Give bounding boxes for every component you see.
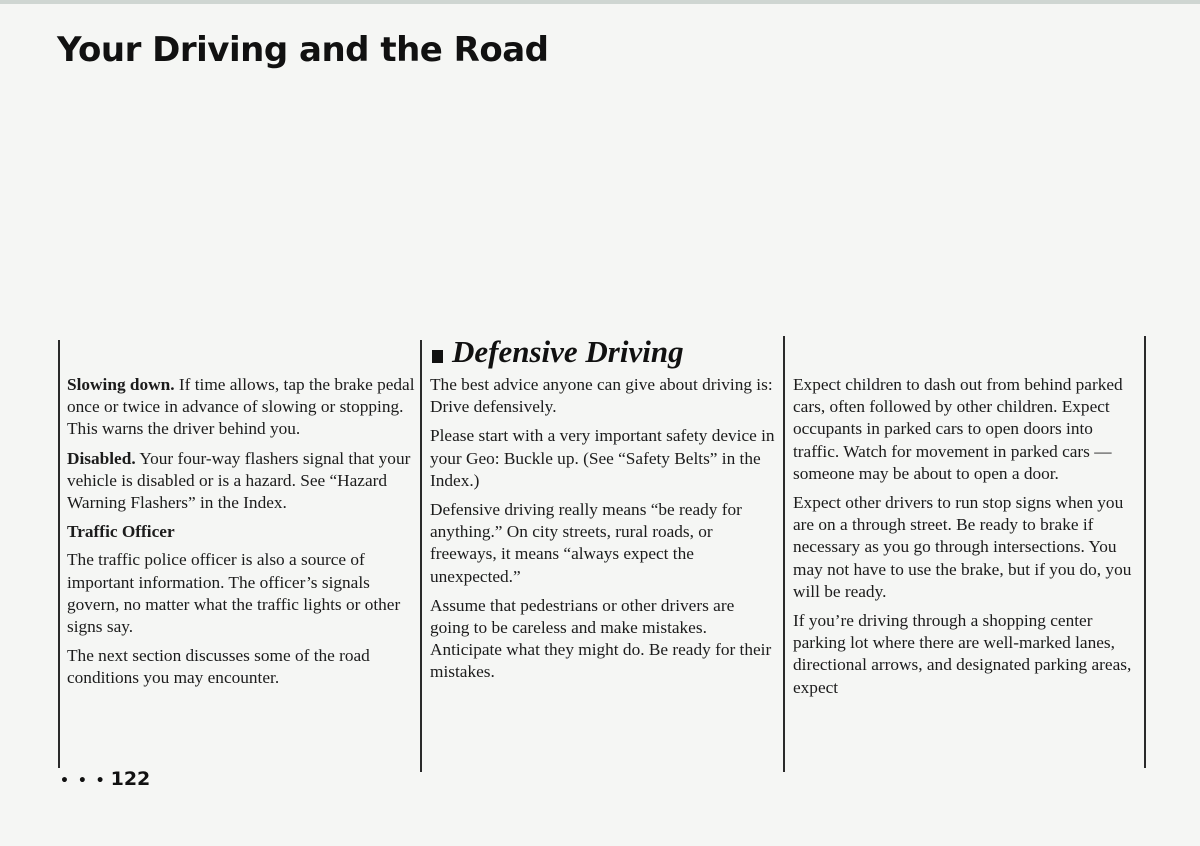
paragraph-buckle-up: Please start with a very important safety device in your Geo: Buckle up. (See “Safety Belts” in the Index.) bbox=[430, 426, 775, 490]
column-divider-4 bbox=[1144, 336, 1146, 768]
column-divider-3 bbox=[783, 336, 785, 772]
column-divider-2 bbox=[420, 340, 422, 772]
paragraph-next-section: The next section discusses some of the road conditions you may encounter. bbox=[67, 646, 370, 688]
right-column bbox=[793, 374, 1139, 706]
run-in-heading: Slowing down. bbox=[67, 375, 175, 394]
paragraph-text: Your four-way flashers signal that your vehicle is disabled or is a hazard. See “Hazard Warning Flashers” in the Index. bbox=[67, 448, 411, 513]
page-number: 122 bbox=[110, 768, 151, 790]
section-heading-text: Defensive Driving bbox=[452, 334, 684, 369]
paragraph-defensive-driving: Defensive driving really means “be ready for anything.” On city streets, rural roads, or freeways, it means “always expect the unexpected.” bbox=[430, 500, 742, 586]
column-divider-1 bbox=[58, 340, 60, 768]
middle-column bbox=[430, 374, 776, 691]
page-marker: • • • bbox=[60, 773, 107, 789]
paragraph-stop-signs: Expect other drivers to run stop signs when you are on a through street. Be ready to brake if necessary as you go through intersections. You may not have to use the brake, but if you do, you will be ready. bbox=[793, 493, 1132, 601]
paragraph-children: Expect children to dash out from behind parked cars, often followed by other children. Expect occupants in parked cars to open doors into traffic. Watch for movement in parked cars — someone may be about to open a door. bbox=[793, 375, 1123, 483]
paragraph-text: If time allows, tap the brake pedal once or twice in advance of slowing or stopping. This warns the driver behind you. bbox=[67, 375, 415, 439]
section-heading bbox=[432, 334, 684, 370]
subheading-traffic-officer: Traffic Officer bbox=[67, 522, 175, 542]
page-footer bbox=[60, 768, 150, 790]
left-column bbox=[67, 374, 415, 697]
run-in-heading: Disabled. bbox=[67, 448, 136, 468]
square-bullet-icon bbox=[432, 350, 443, 363]
paragraph-disabled bbox=[67, 448, 415, 515]
paragraph-parking-lot: If you’re driving through a shopping center parking lot where there are well-marked lanes, directional arrows, and designated parking areas, expect bbox=[793, 611, 1132, 697]
page-title: Your Driving and the Road bbox=[57, 30, 549, 70]
paragraph-traffic-officer: The traffic police officer is also a source of important information. The officer’s signals govern, no matter what the traffic lights or other signs say. bbox=[67, 550, 401, 637]
top-rule bbox=[0, 0, 1200, 4]
paragraph-pedestrians: Assume that pedestrians or other drivers are going to be careless and make mistakes. Anticipate what they might do. Be ready for their mistakes. bbox=[430, 595, 772, 682]
paragraph-slowing-down bbox=[67, 374, 415, 441]
paragraph-best-advice: The best advice anyone can give about driving is: Drive defensively. bbox=[430, 375, 773, 417]
